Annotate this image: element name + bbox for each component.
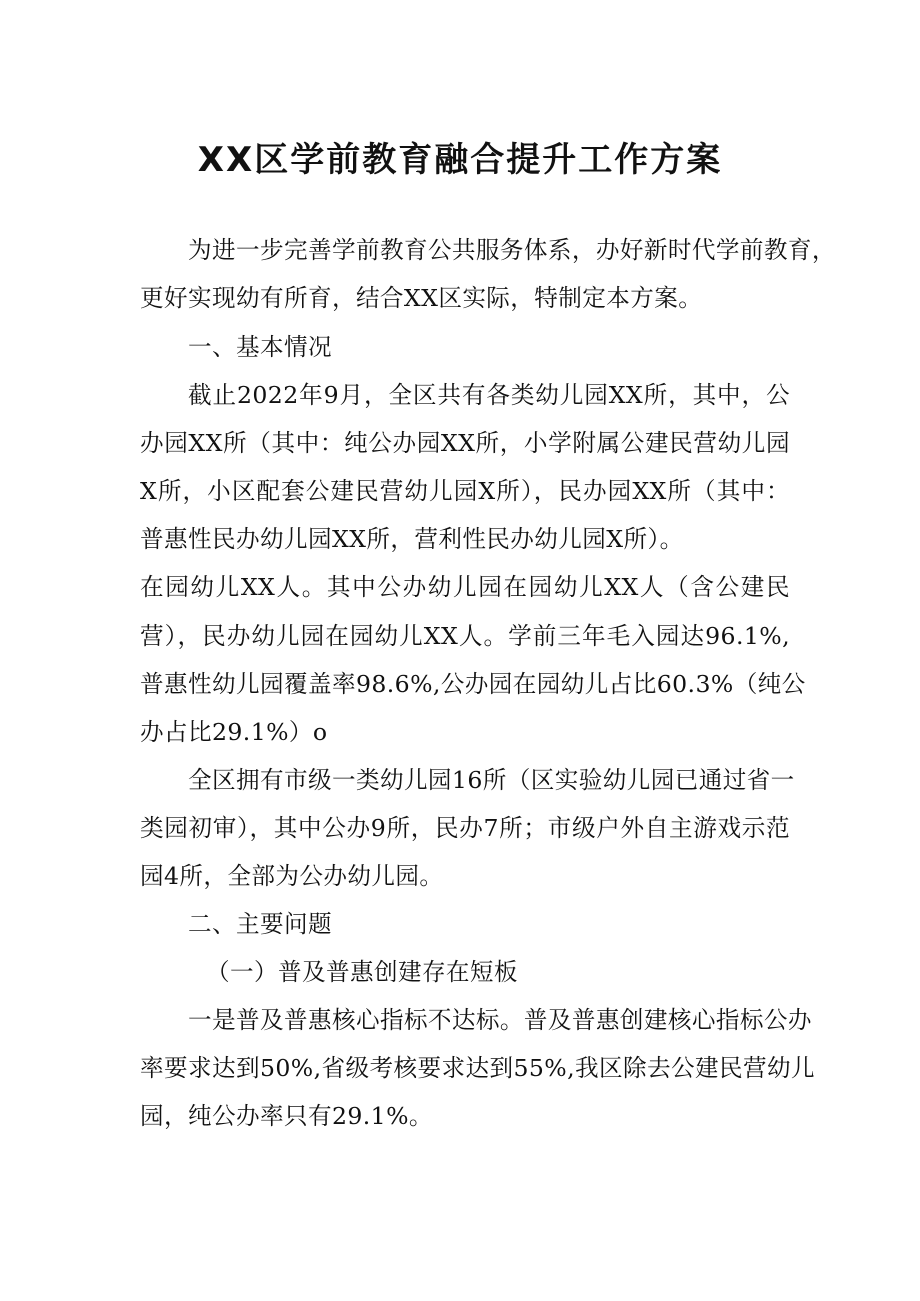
section-heading: 二、主要问题 — [188, 910, 332, 938]
paragraph-line: 一是普及普惠核心指标不达标。普及普惠创建核心指标公办 — [188, 1006, 812, 1034]
paragraph-line: 率要求达到50%,省级考核要求达到55%,我区除去公建民营幼儿 — [140, 1054, 815, 1082]
paragraph-line: 更好实现幼有所育，结合XX区实际，特制定本方案。 — [140, 284, 703, 312]
paragraph-line: 截止2022年9月，全区共有各类幼儿园XX所，其中，公 — [188, 381, 790, 409]
paragraph-line: 营），民办幼儿园在园幼儿XX人。学前三年毛入园达96.1%, — [140, 622, 790, 650]
paragraph-line: 办园XX所（其中：纯公办园XX所，小学附属公建民营幼儿园 — [140, 429, 790, 457]
paragraph-line: 在园幼儿XX人。其中公办幼儿园在园幼儿XX人（含公建民 — [140, 573, 790, 601]
subsection-heading: （一）普及普惠创建存在短板 — [206, 958, 518, 986]
paragraph-line: 办占比29.1%）o — [140, 718, 328, 746]
paragraph-line: 普惠性民办幼儿园XX所，营利性民办幼儿园X所）。 — [140, 525, 684, 553]
paragraph-line: 园，纯公办率只有29.1%。 — [140, 1102, 433, 1130]
document-title: XX区学前教育融合提升工作方案 — [197, 140, 723, 180]
paragraph-line: 类园初审），其中公办9所，民办7所；市级户外自主游戏示范 — [140, 814, 790, 842]
paragraph-line: 为进一步完善学前教育公共服务体系，办好新时代学前教育， — [188, 236, 836, 264]
paragraph-line: 园4所，全部为公办幼儿园。 — [140, 862, 444, 890]
section-heading: 一、基本情况 — [188, 333, 332, 361]
paragraph-line: 全区拥有市级一类幼儿园16所（区实验幼儿园已通过省一 — [188, 766, 795, 794]
paragraph-line: 普惠性幼儿园覆盖率98.6%,公办园在园幼儿占比60.3%（纯公 — [140, 670, 806, 698]
paragraph-line: X所，小区配套公建民营幼儿园X所），民办园XX所（其中： — [140, 477, 790, 505]
